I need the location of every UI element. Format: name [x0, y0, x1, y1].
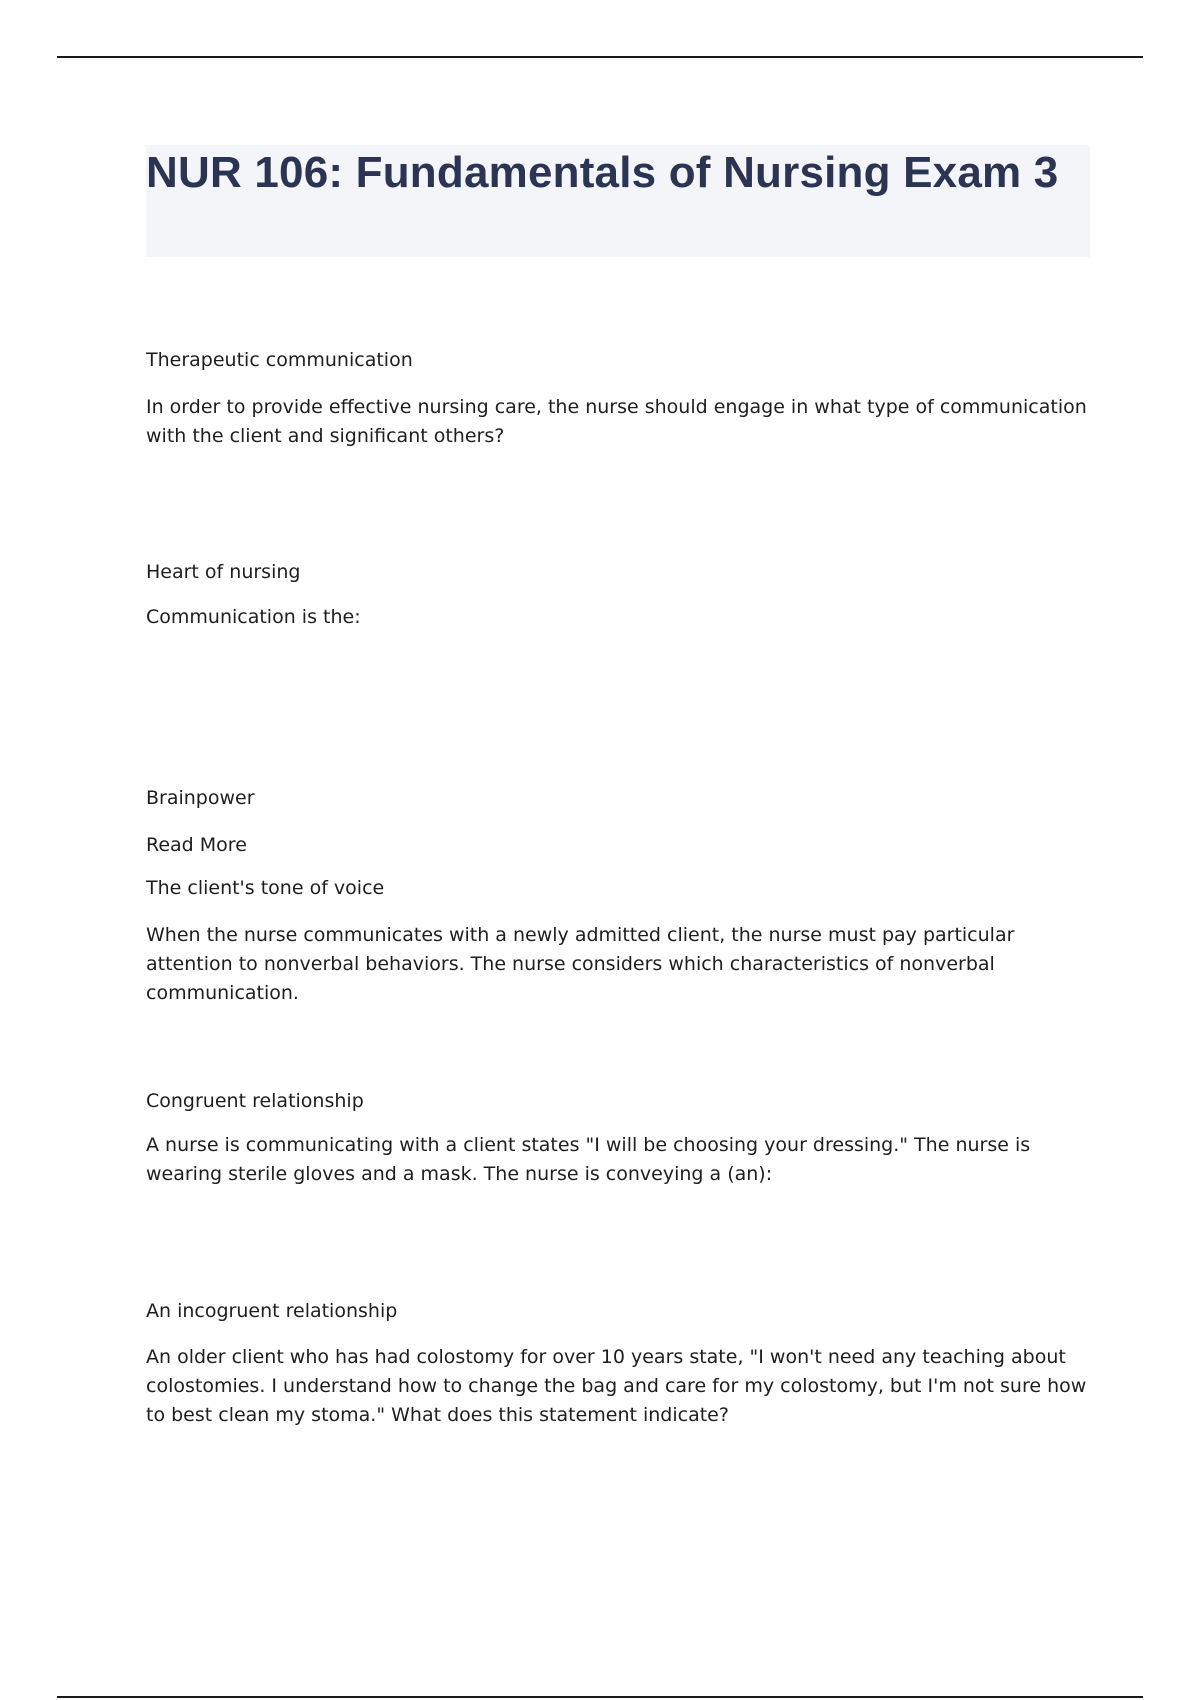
card-1-term: Therapeutic communication: [146, 349, 413, 371]
read-more-link[interactable]: Read More: [146, 834, 247, 856]
card-5-definition: A nurse is communicating with a client states "I will be choosing your dressing." The nurse is wearing sterile gloves and a mask. The nurse is conveying a (an):: [146, 1134, 1031, 1185]
card-2-definition: Communication is the:: [146, 606, 361, 628]
bottom-rule: [57, 1696, 1143, 1698]
top-rule: [57, 56, 1143, 58]
card-6-term: An incogruent relationship: [146, 1300, 398, 1322]
document-title: NUR 106: Fundamentals of Nursing Exam 3: [146, 148, 1059, 197]
card-1-definition: In order to provide effective nursing care, the nurse should engage in what type of communication with the client and significant others?: [146, 396, 1087, 447]
card-4-definition: When the nurse communicates with a newly admitted client, the nurse must pay particular attention to nonverbal behaviors. The nurse considers which characteristics of nonverbal communication.: [146, 924, 1015, 1004]
card-2-term: Heart of nursing: [146, 561, 301, 583]
card-4-term: The client's tone of voice: [146, 877, 385, 899]
card-5-term: Congruent relationship: [146, 1090, 364, 1112]
card-3-term: Brainpower: [146, 787, 255, 809]
title-banner: [146, 145, 1090, 257]
card-6-definition: An older client who has had colostomy for over 10 years state, "I won't need any teaching about colostomies. I understand how to change the bag and care for my colostomy, but I'm not sure how to best clean my stoma." What does this statement indicate?: [146, 1346, 1087, 1426]
